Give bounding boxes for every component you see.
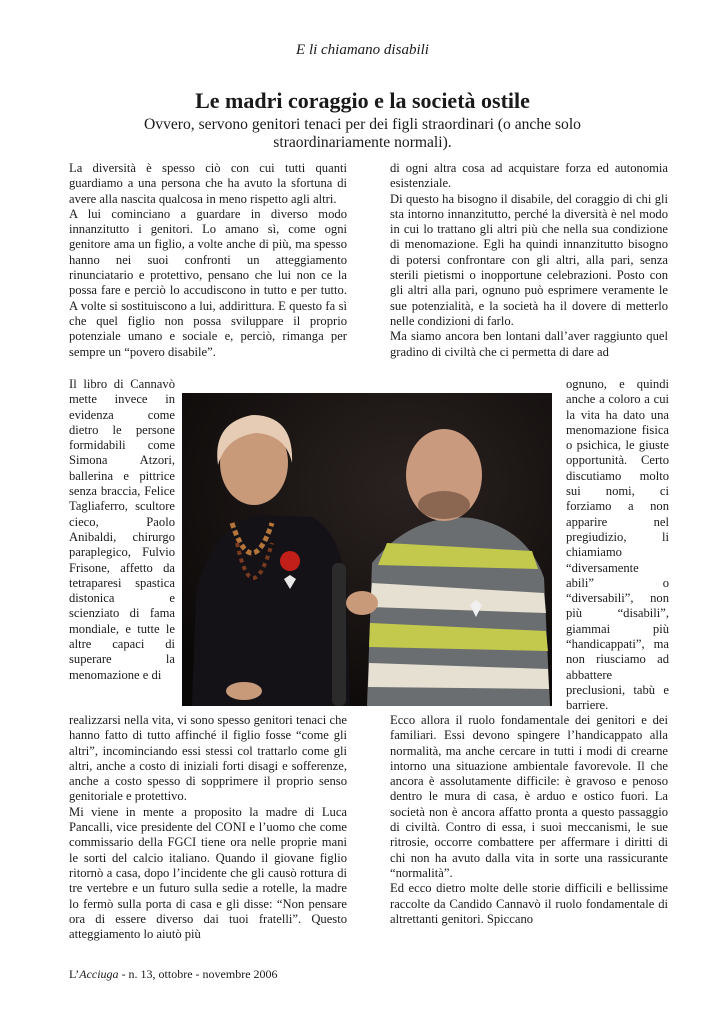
paragraph: La diversità è spesso ciò con cui tutti quanti guardiamo a una persona che ha avuto la sfortuna di avere alla nascita qualcosa in meno rispetto agli altri.	[69, 161, 347, 206]
right-wrap-text: ognuno, e quindi anche a coloro a cui la vita ha dato una menomazione fisica o psichica, le giuste opportunità. Certo discutiamo molto sui nomi, ci forziamo a non apparire nel pregiudizio, li chiamiamo “diversamente abili” o “diversabili”, non più “disabili”, giammai più “handicappati”, ma non riusciamo ad abbattere preclusioni, tabù e barriere.	[566, 377, 669, 713]
right-column-bottom	[390, 713, 668, 927]
left-column-bottom	[69, 713, 347, 942]
article-photo	[182, 393, 552, 706]
article-subtitle: Ovvero, servono genitori tenaci per dei figli straordinari (o anche solo straordinariamente normali).	[144, 116, 581, 151]
paragraph: realizzarsi nella vita, vi sono spesso genitori tenaci che hanno fatto di tutto affinché il figlio fosse “come gli altri”, incominciando essi stessi col trattarlo come gli altri, anche a costo di iniziali forti disagi e sofferenze, anche a costo spesso di sopprimere il proprio senso genitoriale e protettivo.	[69, 713, 347, 804]
paragraph: Ma siamo ancora ben lontani dall’aver raggiunto quel gradino di civiltà che ci permetta di dare ad	[390, 329, 668, 359]
left-column-top	[69, 161, 347, 360]
journal-name: Acciuga	[79, 967, 119, 981]
paragraph: Di questo ha bisogno il disabile, del coraggio di chi gli sta intorno innanzitutto, perché la diversità è nel modo in cui lo trattano gli altri più che nella sua condizione di menomazione. Egli ha quindi innanzitutto bisogno di potersi confrontare con gli altri, alla pari, senza sterili pietismi o inopportune celebrazioni. Posto con gli altri alla pari, ognuno può esprimere veramente le sue potenzialità, e la società ha il dovere di metterlo nelle condizioni di farlo.	[390, 191, 668, 328]
footer-issue: - n. 13, ottobre - novembre 2006	[118, 967, 278, 981]
paragraph: Mi viene in mente a proposito la madre di Luca Pancalli, vice presidente del CONI e l’uomo che come commissario della FGCI tiene ora nelle proprie mani le sorti del calcio italiano. Quando il giovane figlio ritornò a casa, dopo l’incidente che gli causò rottura di tre vertebre e un futuro sulla sedie a rotelle, la madre lo fermò sulla porta di casa e gli disse: “Non pensare ora di essere diverso dai tuoi fratelli”. Questo atteggiamento lo aiutò più	[69, 804, 347, 942]
footer-prefix: L’	[69, 967, 80, 981]
page-footer	[69, 967, 278, 982]
paragraph: di ogni altra cosa ad acquistare forza ed autonomia esistenziale.	[390, 161, 668, 191]
photo-illustration	[182, 393, 552, 706]
right-column-top	[390, 161, 668, 360]
article-title: Le madri coraggio e la società ostile	[195, 88, 530, 113]
paragraph: A lui cominciano a guardare in diverso modo innanzitutto i genitori. Lo amano sì, come ogni genitore ama un figlio, a volte anche di più, ma spesso hanno nei suoi confronti un atteggiamento rinunciatario e protettivo, pensano che lui non ce la possa fare e perciò lo accudiscono in tutto e per tutto. A volte si sostituiscono a lui, addirittura. E questo fa sì che quel figlio non possa sviluppare il proprio potenziale umano e sociale e, perciò, rimanga per sempre un “povero disabile”.	[69, 206, 347, 359]
paragraph: Ed ecco dietro molte delle storie difficili e bellissime raccolte da Candido Cannavò il ruolo fondamentale di altrettanti genitori. Spiccano	[390, 881, 668, 926]
paragraph: Ecco allora il ruolo fondamentale dei genitori e dei familiari. Essi devono spingere l’handicappato alla normalità, ma anche cercare in tutti i modi di crearne intorno una situazione ambientale favorevole. Il che ancora è assolutamente difficile: è gravoso e penoso dentro le mura di casa, è arduo e ostico fuori. La società non è ancora affatto pronta a questo passaggio di civiltà. Contro di essa, i suoi meccanismi, le sue ritrosie, occorre combattere per affermare i diritti di chi non ha avuto dalla vita in sorte una rassicurante “normalità”.	[390, 713, 668, 880]
left-wrap-text: Il libro di Cannavò mette invece in evidenza come dietro le persone formidabili come Simona Atzori, ballerina e pittrice senza braccia, Felice Tagliaferro, scultore cieco, Paolo Anibaldi, chirurgo paraplegico, Fulvio Frisone, affetto da tetraparesi spastica distonica e scienziato di fama mondiale, e tutte le altre capaci di superare la menomazione e di	[69, 377, 175, 682]
section-kicker: E li chiamano disabili	[296, 42, 429, 58]
